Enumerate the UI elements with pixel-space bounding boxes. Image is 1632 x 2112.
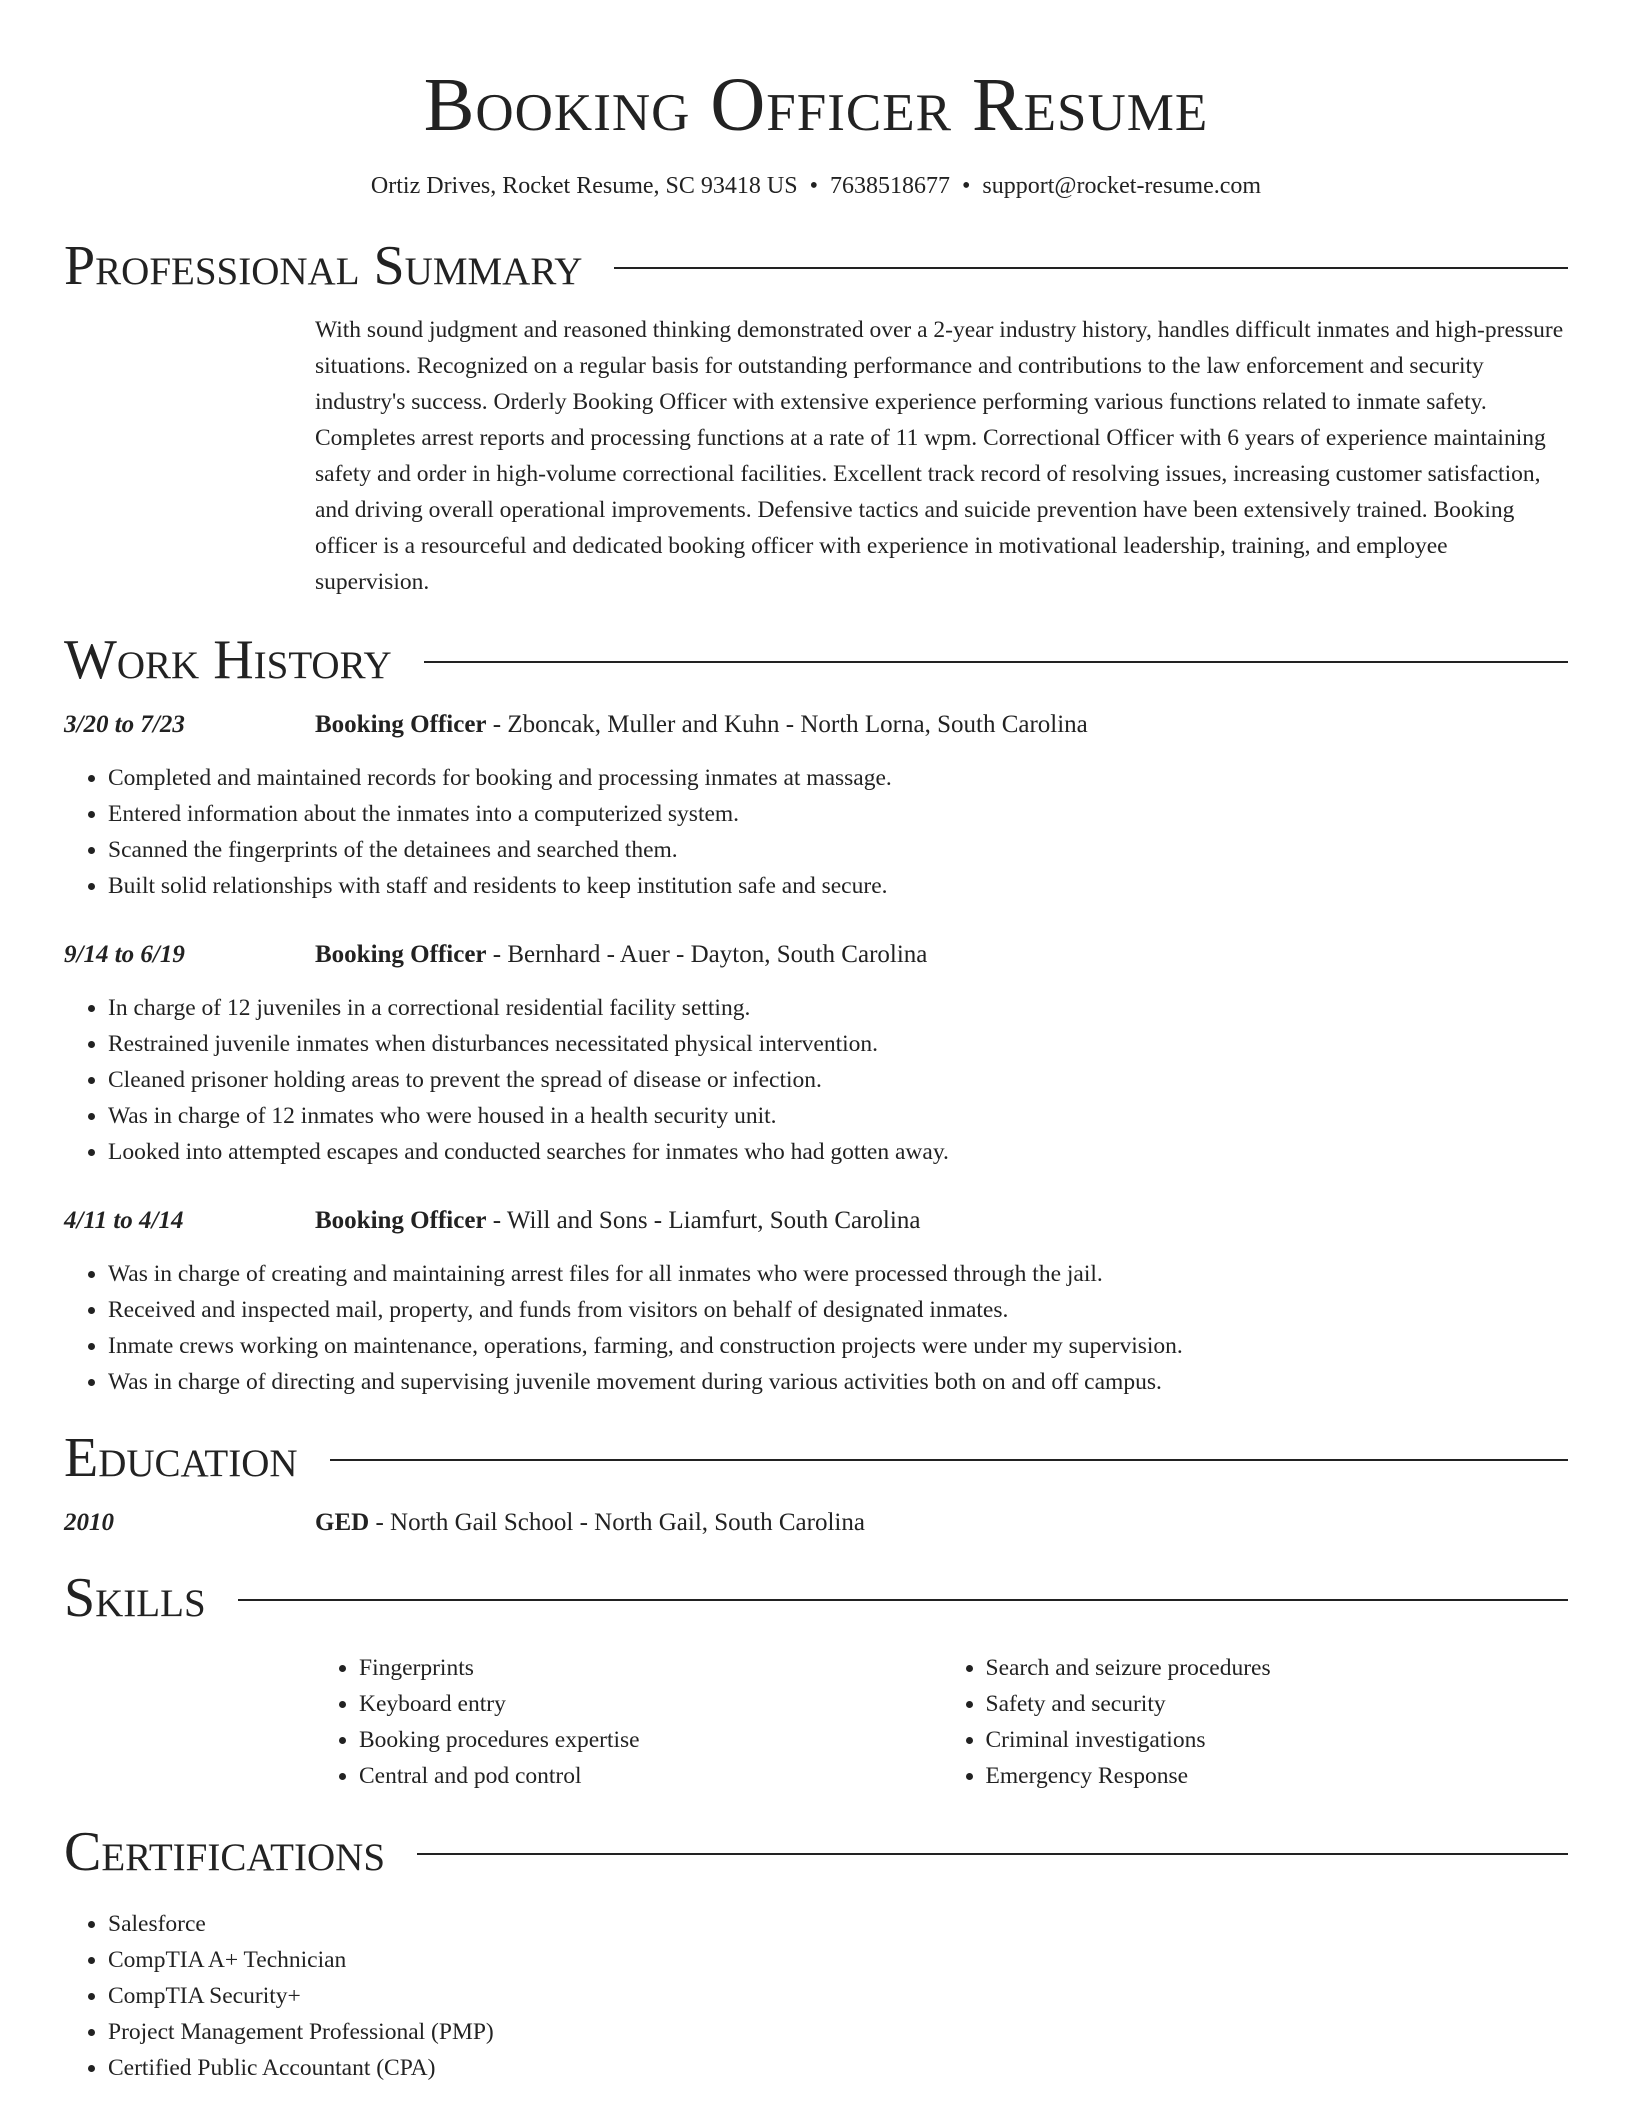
job-title: Booking Officer — [315, 940, 487, 968]
contact-address: Ortiz Drives, Rocket Resume, SC 93418 US — [370, 173, 798, 199]
summary-heading: Professional Summary — [64, 235, 583, 297]
skill-item: • Keyboard entry — [359, 1686, 942, 1722]
job-entry — [64, 938, 1568, 1170]
summary-section-header — [64, 230, 1568, 302]
education-heading: Education — [64, 1426, 298, 1489]
job-bullets — [64, 1256, 1568, 1400]
contact-email: support@rocket-resume.com — [982, 173, 1262, 199]
job-header — [64, 708, 1568, 742]
skills-heading: Skills — [64, 1566, 206, 1629]
list-item: • Built solid relationships with staff and residents to keep institution safe and secure. — [108, 868, 1568, 904]
certifications-heading: Certifications — [64, 1820, 386, 1883]
certification-item: • Certified Public Accountant (CPA) — [108, 2050, 1568, 2086]
certification-item: • Salesforce — [108, 1906, 1568, 1942]
job-title-line — [315, 1204, 920, 1238]
contact-line — [64, 170, 1568, 202]
list-item: • Completed and maintained records for booking and processing inmates at massage. — [108, 760, 1568, 796]
contact-separator: • — [809, 173, 818, 199]
certification-item: • Project Management Professional (PMP) — [108, 2014, 1568, 2050]
job-entry — [64, 1204, 1568, 1400]
job-details: - Will and Sons - Liamfurt, South Carolina — [486, 1206, 921, 1234]
skills-grid — [315, 1650, 1568, 1794]
list-item: • Received and inspected mail, property, and funds from visitors on behalf of designated inmates. — [108, 1292, 1568, 1328]
certifications-section-header — [64, 1816, 1568, 1888]
section-divider — [424, 661, 1568, 663]
education-entry — [64, 1506, 1568, 1540]
contact-separator: • — [961, 173, 971, 199]
list-item: • Was in charge of 12 inmates who were housed in a health security unit. — [108, 1098, 1568, 1134]
skills-column-left — [315, 1650, 942, 1794]
section-divider — [417, 1853, 1568, 1855]
list-item: • Entered information about the inmates into a computerized system. — [108, 796, 1568, 832]
education-line — [315, 1506, 865, 1540]
list-item: • In charge of 12 juveniles in a correctional residential facility setting. — [108, 990, 1568, 1026]
section-divider — [238, 1599, 1568, 1601]
list-item: • Restrained juvenile inmates when disturbances necessitated physical intervention. — [108, 1026, 1568, 1062]
job-bullets — [64, 990, 1568, 1170]
education-details: - North Gail School - North Gail, South Carolina — [369, 1508, 865, 1536]
list-item: • Inmate crews working on maintenance, operations, farming, and construction projects were under my supervision. — [108, 1328, 1568, 1364]
job-dates: 3/20 to 7/23 — [64, 710, 185, 738]
list-item: • Scanned the fingerprints of the detainees and searched them. — [108, 832, 1568, 868]
certification-item: • CompTIA Security+ — [108, 1978, 1568, 2014]
list-item: • Was in charge of directing and supervising juvenile movement during various activities both on and off campus. — [108, 1364, 1568, 1400]
skill-item: • Emergency Response — [986, 1758, 1569, 1794]
list-item: • Was in charge of creating and maintaining arrest files for all inmates who were processed through the jail. — [108, 1256, 1568, 1292]
job-title: Booking Officer — [315, 710, 487, 738]
section-divider — [330, 1459, 1568, 1461]
contact-phone: 7638518677 — [829, 173, 950, 199]
job-title: Booking Officer — [315, 1206, 487, 1234]
job-bullets — [64, 760, 1568, 904]
section-divider — [614, 267, 1568, 269]
skill-item: • Criminal investigations — [986, 1722, 1569, 1758]
list-item: • Cleaned prisoner holding areas to prevent the spread of disease or infection. — [108, 1062, 1568, 1098]
skill-item: • Safety and security — [986, 1686, 1569, 1722]
work-section-header — [64, 624, 1568, 696]
summary-text: With sound judgment and reasoned thinking demonstrated over a 2-year industry history, handles difficult inmates and high-pressure situations. Recognized on a regular basis for outstanding performance and contributions to the law enforcement and security industry's success. Orderly Booking Officer with extensive experience performing various functions related to inmate safety. Completes arrest reports and processing functions at a rate of 11 wpm. Correctional Officer with 6 years of experience maintaining safety and order in high-volume correctional facilities. Excellent track record of resolving issues, increasing customer satisfaction, and driving overall operational improvements. Defensive tactics and suicide prevention have been extensively trained. Booking officer is a resourceful and dedicated booking officer with experience in motivational leadership, training, and employee supervision. — [315, 317, 1564, 595]
work-heading: Work History — [64, 628, 392, 691]
skill-item: • Central and pod control — [359, 1758, 942, 1794]
certification-item: • CompTIA A+ Technician — [108, 1942, 1568, 1978]
education-degree: GED — [315, 1508, 370, 1536]
job-details: - Zboncak, Muller and Kuhn - North Lorna, South Carolina — [486, 710, 1088, 738]
certifications-list — [64, 1906, 1568, 2086]
skill-item: • Booking procedures expertise — [359, 1722, 942, 1758]
skill-item: • Search and seizure procedures — [986, 1650, 1569, 1686]
resume-page — [64, 0, 1568, 2086]
list-item: • Looked into attempted escapes and conducted searches for inmates who had gotten away. — [108, 1134, 1568, 1170]
skills-section-header — [64, 1562, 1568, 1634]
job-header — [64, 938, 1568, 972]
education-section-header — [64, 1422, 1568, 1494]
job-title-line — [315, 938, 927, 972]
job-dates: 9/14 to 6/19 — [64, 940, 185, 968]
skill-item: • Fingerprints — [359, 1650, 942, 1686]
job-dates: 4/11 to 4/14 — [64, 1206, 184, 1234]
job-header — [64, 1204, 1568, 1238]
education-year: 2010 — [64, 1508, 114, 1536]
job-entry — [64, 708, 1568, 904]
skills-column-right — [942, 1650, 1569, 1794]
resume-title: Booking Officer Resume — [423, 63, 1209, 147]
job-title-line — [315, 708, 1088, 742]
job-details: - Bernhard - Auer - Dayton, South Carolina — [486, 940, 928, 968]
